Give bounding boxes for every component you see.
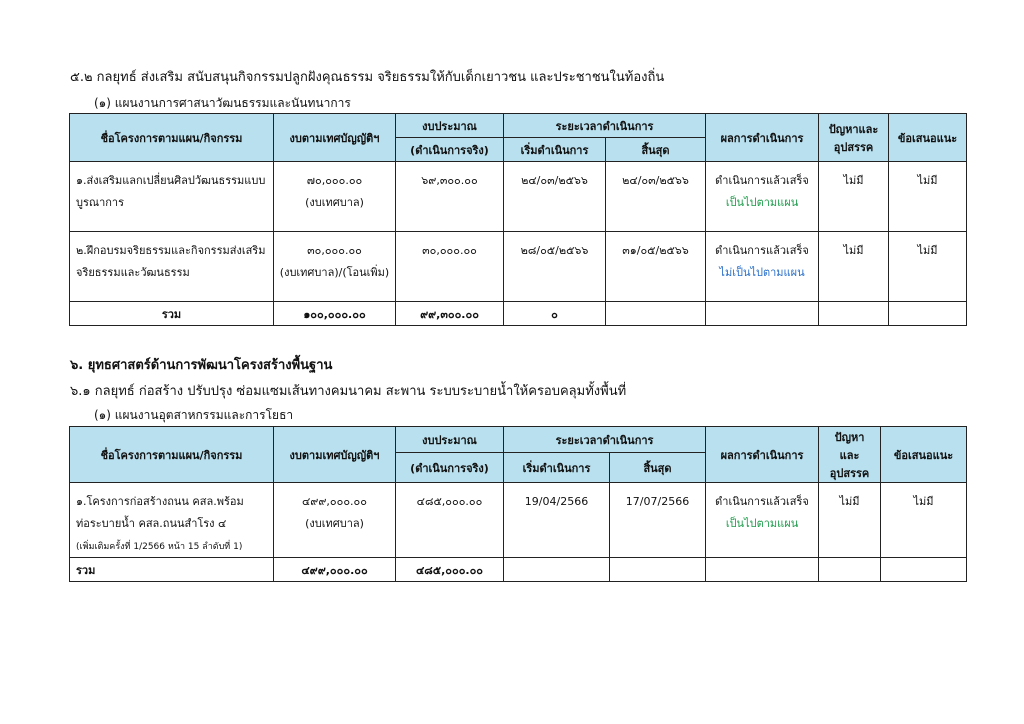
start-date: 19/04/2566 xyxy=(524,495,589,508)
result-status: เป็นไปตามแผน xyxy=(725,196,799,209)
header-end: สิ้นสุด xyxy=(610,453,706,483)
total-row xyxy=(70,558,967,582)
header-period: ระยะเวลาดำเนินการ xyxy=(504,427,706,453)
header-project: ชื่อโครงการตามแผน/กิจกรรม xyxy=(70,114,274,162)
project-name: ๑.ส่งเสริมแลกเปลี่ยนศิลปวัฒนธรรมแบบ xyxy=(76,174,266,187)
total-row xyxy=(70,302,967,326)
total-budget: ๔๙๙,๐๐๐.๐๐ xyxy=(274,558,396,582)
end-date: ๓๑/๐๕/๒๕๖๖ xyxy=(622,244,689,257)
suggestion-value: ไม่มี xyxy=(917,174,938,187)
header-actual: งบประมาณ xyxy=(396,427,504,453)
section-6-title: ๖. ยุทธศาสตร์ด้านการพัฒนาโครงสร้างพื้นฐาน xyxy=(70,358,333,373)
section-5-2-title: ๕.๒ กลยุทธ์ ส่งเสริม สนับสนุนกิจกรรมปลูกฝังคุณธรรม จริยธรรมให้กับเด็กเยาวชน และประชาชนในท้องถิ่น xyxy=(70,70,665,85)
header-period: ระยะเวลาดำเนินการ xyxy=(504,114,706,138)
header-suggestion: ข้อเสนอแนะ xyxy=(881,427,967,483)
project-name: ๑.โครงการก่อสร้างถนน คสล.พร้อม xyxy=(76,495,244,508)
end-date: ๒๔/๐๓/๒๕๖๖ xyxy=(622,174,689,187)
header-actual-sub: (ดำเนินการจริง) xyxy=(396,453,504,483)
result-text: ดำเนินการแล้วเสร็จ xyxy=(715,244,809,257)
result-status: เป็นไปตามแผน xyxy=(725,517,799,530)
header-start: เริ่มดำเนินการ xyxy=(504,138,606,162)
total-actual: ๔๘๕,๐๐๐.๐๐ xyxy=(396,558,504,582)
project-name: ๒.ฝึกอบรมจริยธรรมและกิจกรรมส่งเสริม xyxy=(76,244,266,257)
plan-religion-culture: (๑) แผนงานการศาสนาวัฒนธรรมและนันทนาการ xyxy=(94,96,351,110)
header-problem: ปัญหา และ อุปสรรค xyxy=(819,427,881,483)
table-religion-culture xyxy=(69,113,967,326)
table-row xyxy=(70,483,967,558)
header-start: เริ่มดำเนินการ xyxy=(504,453,610,483)
budget-value: ๔๙๙,๐๐๐.๐๐ xyxy=(301,495,367,508)
project-name-cont: ท่อระบายน้ำ คสล.ถนนสำโรง ๔ xyxy=(76,517,227,530)
plan-industry-works: (๑) แผนงานอุตสาหกรรมและการโยธา xyxy=(94,408,294,422)
table-row xyxy=(70,162,967,232)
header-result: ผลการดำเนินการ xyxy=(706,427,819,483)
actual-value: ๔๘๕,๐๐๐.๐๐ xyxy=(416,495,483,508)
budget-value: ๓๐,๐๐๐.๐๐ xyxy=(307,244,362,257)
problem-value: ไม่มี xyxy=(839,495,860,508)
total-actual: ๙๙,๓๐๐.๐๐ xyxy=(396,302,504,326)
problem-value: ไม่มี xyxy=(843,174,864,187)
start-date: ๒๔/๐๓/๒๕๖๖ xyxy=(521,174,588,187)
project-name-cont: บูรณาการ xyxy=(76,196,125,209)
table-row xyxy=(70,232,967,302)
header-end: สิ้นสุด xyxy=(606,138,706,162)
header-project: ชื่อโครงการตามแผน/กิจกรรม xyxy=(70,427,274,483)
result-text: ดำเนินการแล้วเสร็จ xyxy=(715,174,809,187)
total-budget: ๑๐๐,๐๐๐.๐๐ xyxy=(274,302,396,326)
end-date: 17/07/2566 xyxy=(625,495,690,508)
section-6-1-strategy: ๖.๑ กลยุทธ์ ก่อสร้าง ปรับปรุง ซ่อมแซมเส้นทางคมนาคม สะพาน ระบบระบายน้ำให้ครอบคลุมทั้งพื้นที่ xyxy=(70,384,627,399)
header-budget: งบตามเทศบัญญัติฯ xyxy=(274,114,396,162)
actual-value: ๖๙,๓๐๐.๐๐ xyxy=(421,174,478,187)
suggestion-value: ไม่มี xyxy=(913,495,934,508)
project-name-cont: จริยธรรมและวัฒนธรรม xyxy=(76,266,190,279)
table-industry-works xyxy=(69,426,967,582)
actual-value: ๓๐,๐๐๐.๐๐ xyxy=(422,244,477,257)
suggestion-value: ไม่มี xyxy=(917,244,938,257)
project-note: (เพิ่มเติมครั้งที่ 1/2566 หน้า 15 ลำดับที่ 1) xyxy=(76,542,243,552)
header-suggestion: ข้อเสนอแนะ xyxy=(889,114,967,162)
start-date: ๒๘/๐๕/๒๕๖๖ xyxy=(520,244,589,257)
header-budget: งบตามเทศบัญญัติฯ xyxy=(274,427,396,483)
header-actual-sub: (ดำเนินการจริง) xyxy=(396,138,504,162)
budget-source: (งบเทศบาล)/(โอนเพิ่ม) xyxy=(279,266,390,279)
total-label: รวม xyxy=(70,302,274,326)
header-result: ผลการดำเนินการ xyxy=(706,114,819,162)
budget-value: ๗๐,๐๐๐.๐๐ xyxy=(306,174,363,187)
budget-source: (งบเทศบาล) xyxy=(305,517,364,530)
result-status: ไม่เป็นไปตามแผน xyxy=(719,266,805,279)
header-problem: ปัญหาและ อุปสรรค xyxy=(819,114,889,162)
header-actual: งบประมาณ xyxy=(396,114,504,138)
result-text: ดำเนินการแล้วเสร็จ xyxy=(715,495,809,508)
problem-value: ไม่มี xyxy=(843,244,864,257)
budget-source: (งบเทศบาล) xyxy=(305,196,364,209)
total-start: ๐ xyxy=(504,302,606,326)
total-label: รวม xyxy=(70,558,274,582)
